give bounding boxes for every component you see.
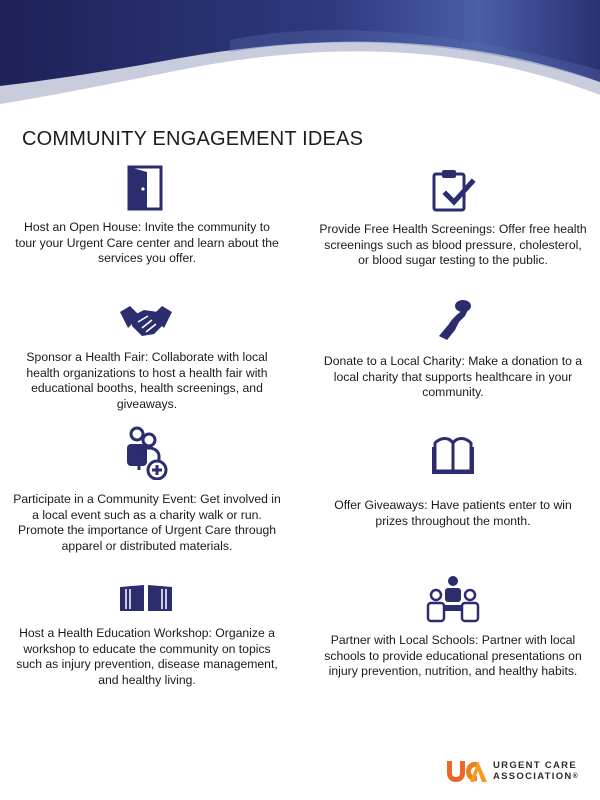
logo-registered: ® bbox=[572, 773, 580, 780]
header-wave-banner bbox=[0, 0, 600, 130]
handshake-icon bbox=[118, 302, 174, 340]
idea-giveaways: Offer Giveaways: Have patients enter to win prizes throughout the month. bbox=[334, 498, 572, 528]
idea-community-event: Participate in a Community Event: Get involved in a local event such as a charity walk or run. Promote the importance of Urgent Care through apparel or distributed materials. bbox=[13, 492, 281, 553]
door-icon bbox=[127, 165, 163, 211]
logo-line-2: ASSOCIATION bbox=[493, 771, 573, 782]
open-book-icon bbox=[118, 583, 174, 613]
uca-logo bbox=[445, 758, 585, 786]
clipboard-check-icon bbox=[430, 168, 476, 212]
logo-line-2-wrap bbox=[493, 771, 579, 782]
idea-free-screenings: Provide Free Health Screenings: Offer free health screenings such as blood pressure, cholesterol, or blood sugar testing to the public. bbox=[319, 222, 587, 267]
idea-education-workshop: Host a Health Education Workshop: Organize a workshop to educate the community on topics such as injury prevention, disease management, and healthy living. bbox=[16, 626, 278, 687]
idea-health-fair: Sponsor a Health Fair: Collaborate with local health organizations to host a health fair with educational booths, health screenings, and giveaways. bbox=[26, 350, 268, 411]
logo-line-1: URGENT CARE bbox=[493, 760, 577, 771]
page-title: COMMUNITY ENGAGEMENT IDEAS bbox=[22, 128, 364, 150]
idea-donate-charity: Donate to a Local Charity: Make a donation to a local charity that supports healthcare in your community. bbox=[323, 354, 583, 399]
hand-coin-icon bbox=[435, 298, 473, 342]
book-icon bbox=[431, 435, 475, 475]
uca-logo-mark bbox=[445, 758, 489, 784]
group-icon bbox=[426, 575, 480, 625]
idea-local-schools: Partner with Local Schools: Partner with local schools to provide educational presentations on injury prevention, nutrition, and healthy habits. bbox=[324, 633, 582, 678]
idea-open-house: Host an Open House: Invite the community to tour your Urgent Care center and learn about the services you offer. bbox=[15, 220, 279, 265]
people-add-icon bbox=[123, 426, 169, 480]
uca-logo-text bbox=[493, 760, 579, 782]
